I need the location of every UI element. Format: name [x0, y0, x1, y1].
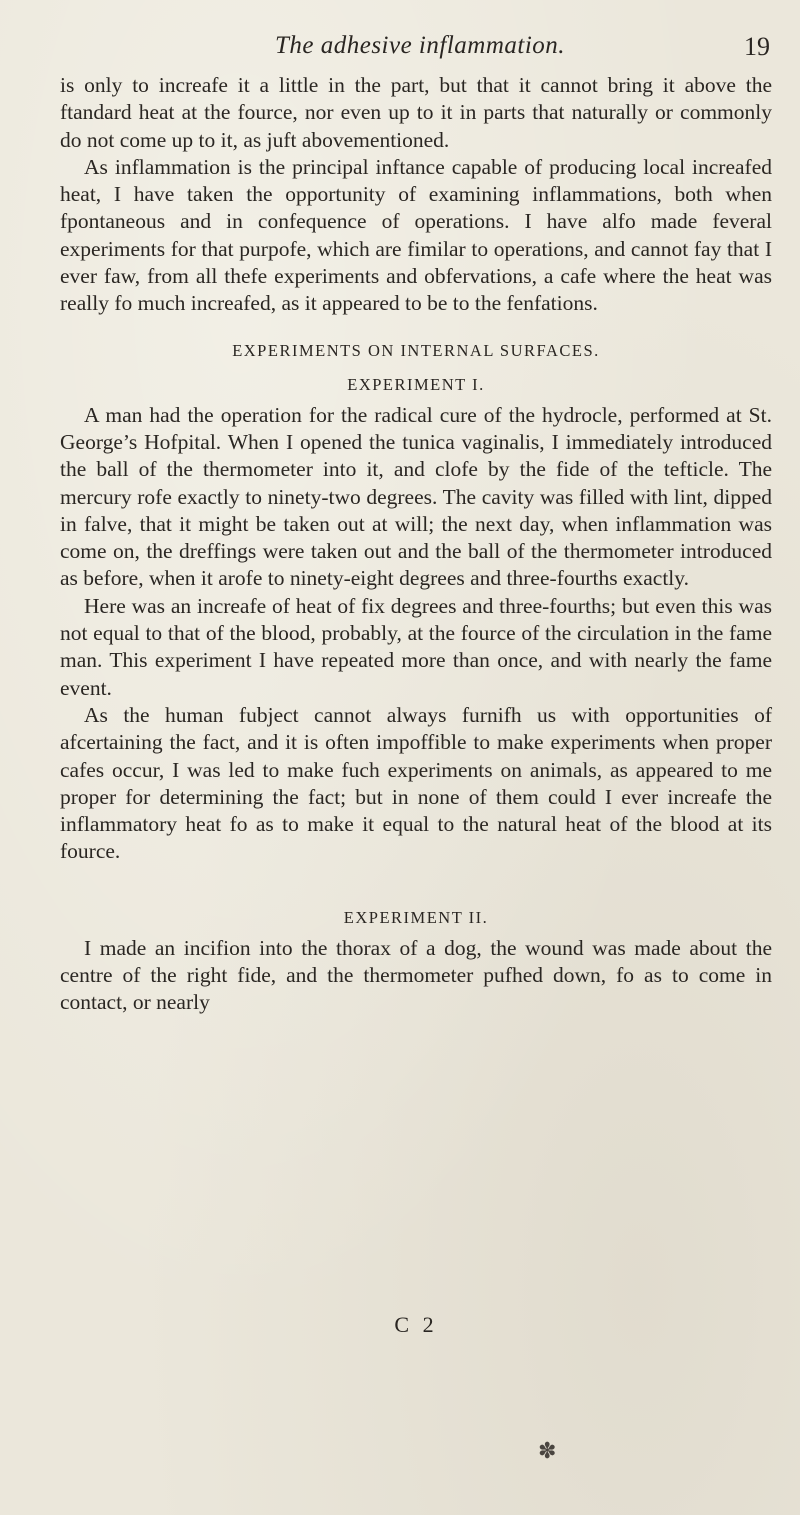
paragraph-inflammation-intro: As inflammation is the principal inftance capable of producing local increafed heat, I have taken the opportunity of examining inflammations, both when fpontaneous and in confequence of operations. I have alfo made feveral experiments for that purpofe, which are fimilar to operations, and cannot fay that I ever faw, from all thefe experiments and obfervations, a cafe where the heat was really fo much increafed, as it appeared to be to the fenfations. — [60, 154, 772, 316]
section-heading: EXPERIMENTS ON INTERNAL SURFACES. — [232, 340, 600, 360]
page-number: 19 — [744, 32, 770, 61]
signature-mark: C 2 — [394, 1312, 438, 1337]
ink-spot-icon: ✽ — [538, 1438, 557, 1463]
page-body — [60, 72, 772, 1337]
paragraph-animal-experiments: As the human fubject cannot always furnifh us with opportunities of afcertaining the fact, and it is often impoffible to make experiments when proper cafes occur, I was led to make fuch experiments on animals, as appeared to me proper for determining the fact; but in none of them could I ever increafe the inflammatory heat fo as to make it equal to the natural heat of the blood at its fource. — [60, 702, 772, 864]
paragraph-experiment-1: A man had the operation for the radical cure of the hydrocle, performed at St. George’s Hofpital. When I opened the tunica vaginalis, I immediately introduced the ball of the thermometer into it, and clofe by the fide of the tefticle. The mercury rofe exactly to ninety-two degrees. The cavity was filled with lint, dipped in falve, that it might be taken out at will; the next day, when inflammation was come on, the dreffings were taken out and the ball of the thermometer introduced as before, when it arofe to ninety-eight degrees and three-fourths exactly. — [60, 402, 772, 591]
experiment-2-heading: EXPERIMENT II. — [343, 907, 489, 927]
running-title: The adhesive inflammation. — [274, 32, 566, 59]
paragraph-continuation: is only to increafe it a little in the part, but that it cannot bring it above the ftandard heat at the fource, nor even up to it in parts that naturally or commonly do not come up to it, as juft abovementioned. — [60, 73, 772, 152]
paragraph-experiment-2: I made an incifion into the thorax of a dog, the wound was made about the centre of the right fide, and the thermometer pufhed down, fo as to come in contact, or nearly — [60, 935, 772, 1015]
experiment-1-heading: EXPERIMENT I. — [347, 374, 485, 394]
running-head — [60, 30, 780, 64]
paragraph-increase-of-heat: Here was an increafe of heat of fix degrees and three-fourths; but even this was not equal to that of the blood, probably, at the fource of the circulation in the fame man. This experiment I have repeated more than once, and with nearly the fame event. — [60, 593, 772, 700]
